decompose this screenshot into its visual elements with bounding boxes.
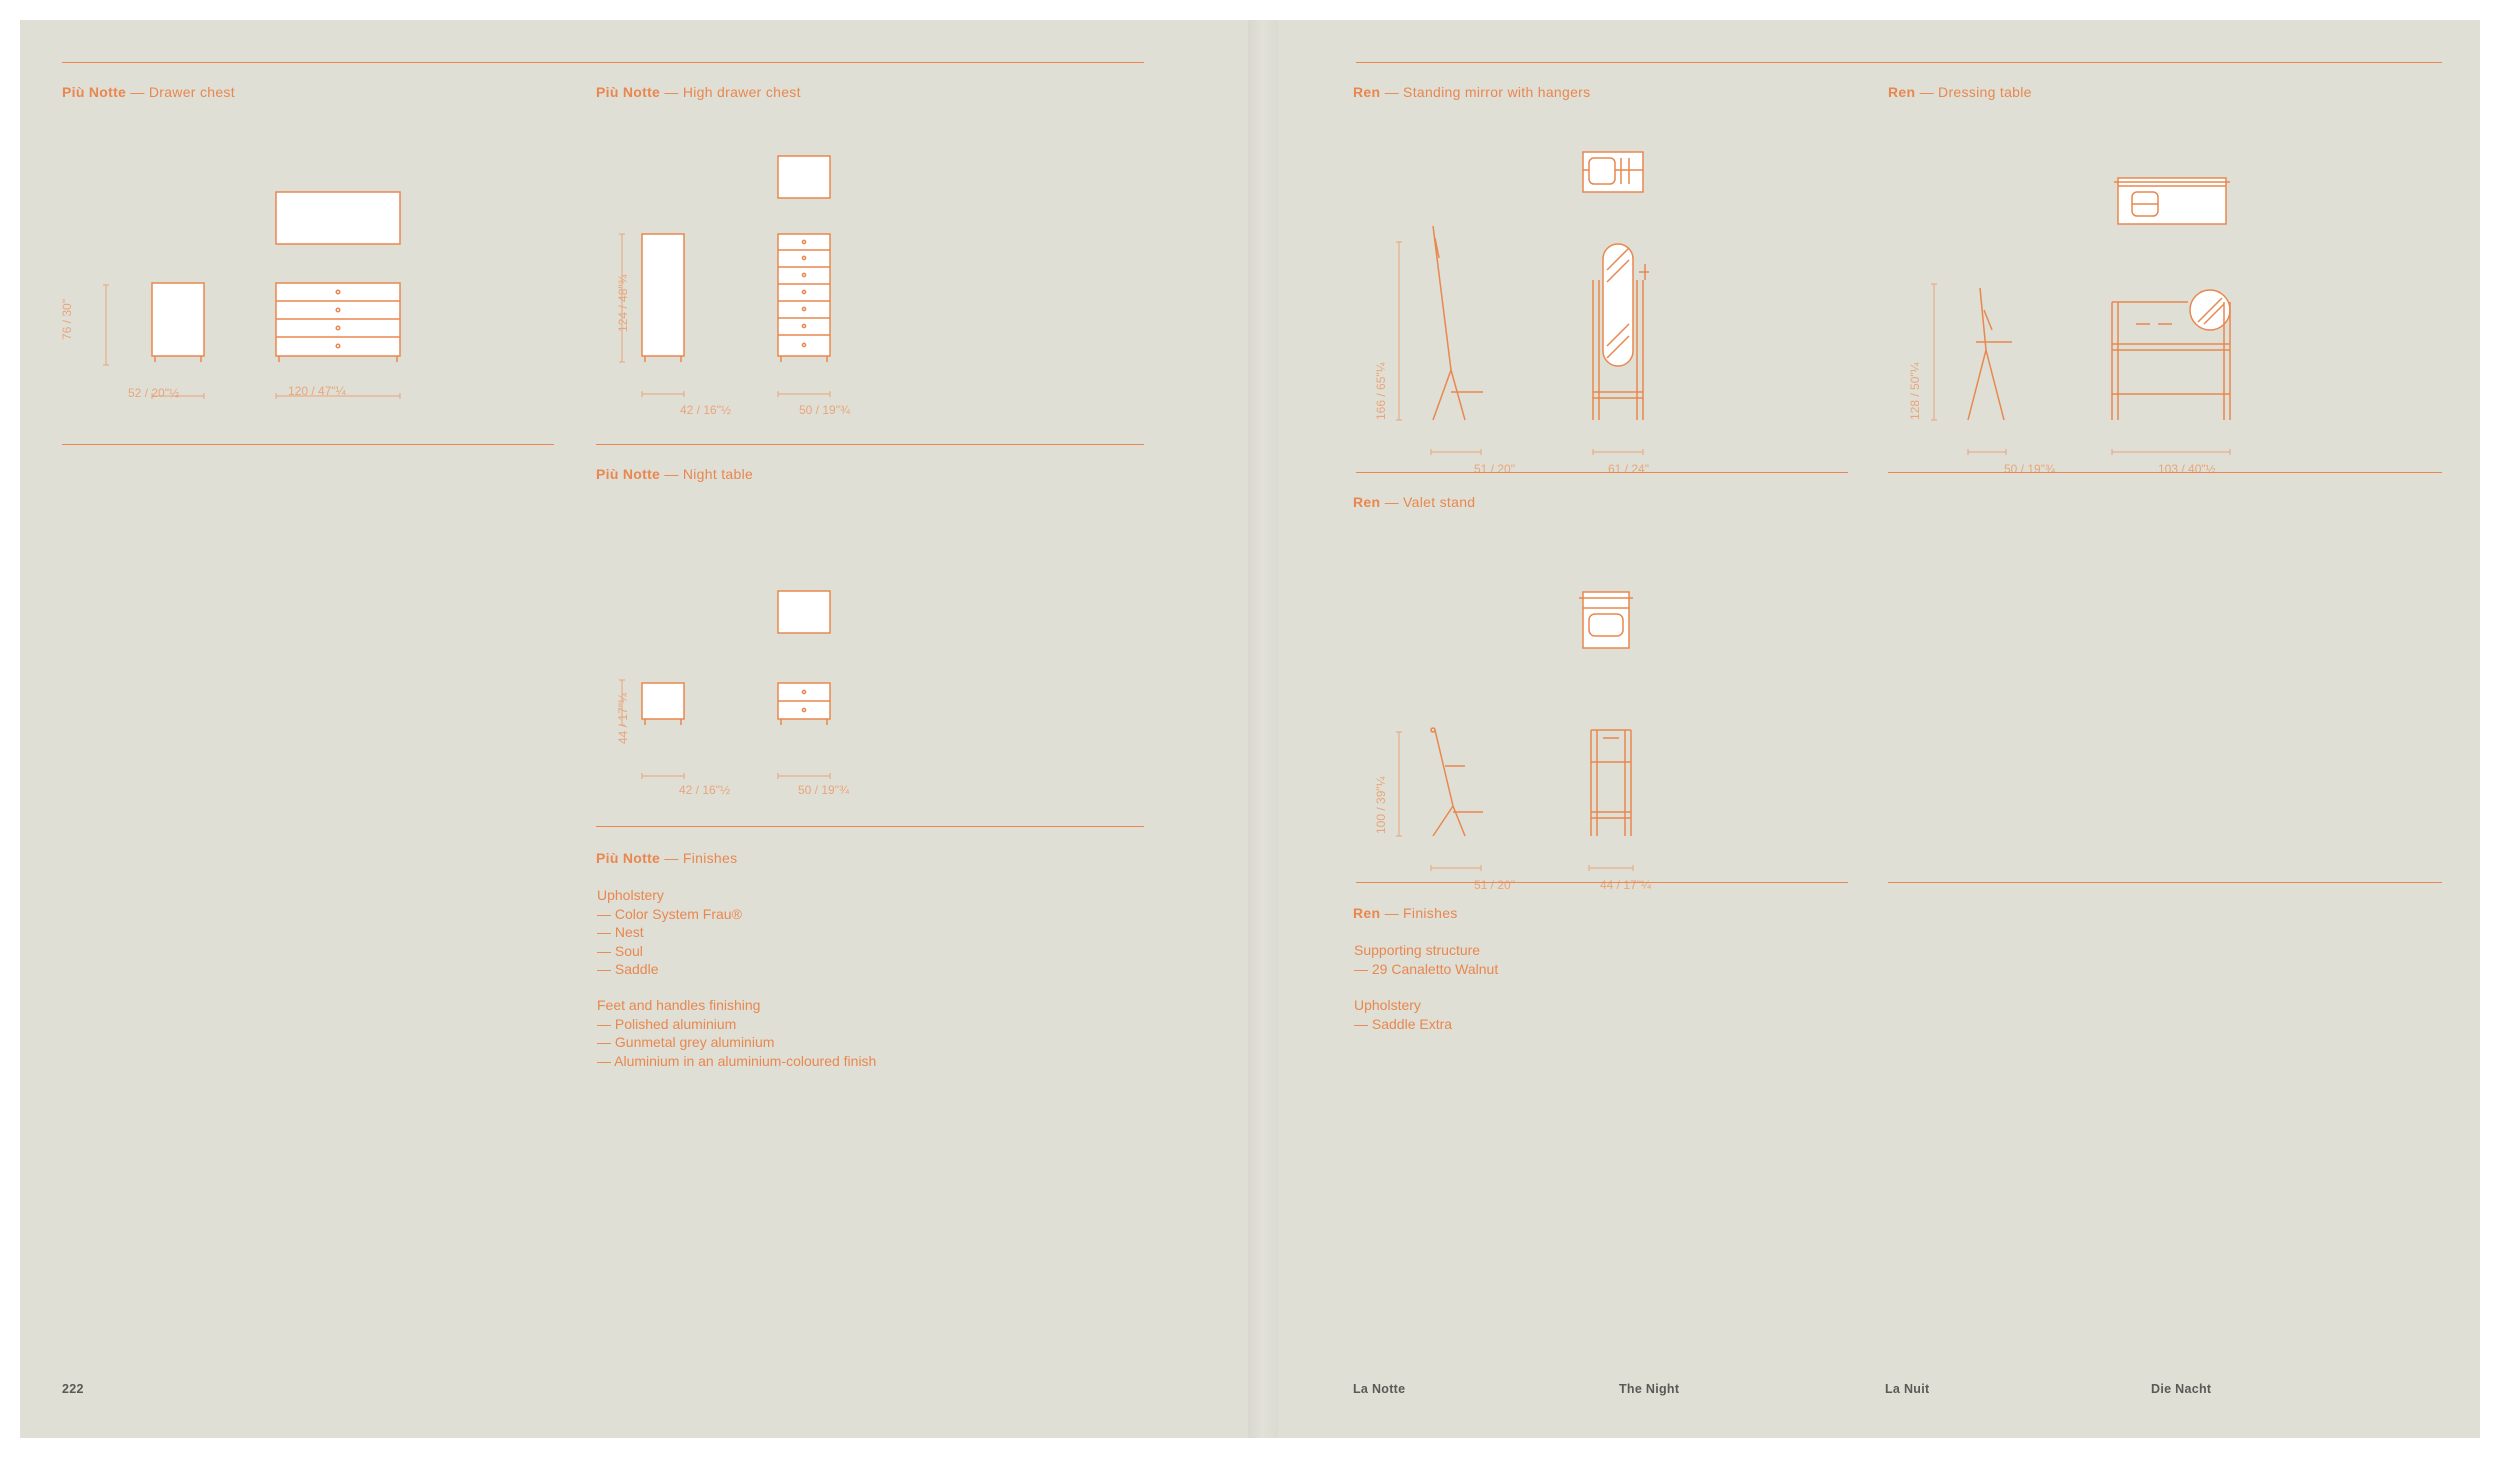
night-table-title bbox=[596, 466, 753, 482]
footer-german: Die Nacht bbox=[2151, 1382, 2212, 1396]
finish-item: — Gunmetal grey aluminium bbox=[597, 1034, 775, 1050]
product-name: — Night table bbox=[664, 466, 754, 482]
width-label: 120 / 47"¼ bbox=[288, 384, 346, 398]
brand-label: Più Notte bbox=[596, 850, 661, 866]
finish-item: — Saddle bbox=[597, 961, 659, 977]
standing-mirror-title bbox=[1353, 84, 1590, 100]
brand-label: Ren bbox=[1888, 84, 1916, 100]
finish-item: — Aluminium in an aluminium-coloured finish bbox=[597, 1052, 877, 1069]
footer-italian: La Notte bbox=[1353, 1382, 1406, 1396]
upholstery-finishes-list bbox=[1354, 996, 1452, 1033]
drawer-chest-title bbox=[62, 84, 235, 100]
finish-item: — Soul bbox=[597, 942, 643, 959]
finish-item: — Color System Frau® bbox=[597, 905, 742, 922]
height-label: 166 / 65"¼ bbox=[1374, 362, 1388, 420]
dressing-table-drawing bbox=[1888, 130, 2228, 470]
brand-label: Più Notte bbox=[62, 84, 127, 100]
night-table-drawing bbox=[596, 580, 896, 780]
height-label: 44 / 17"¼ bbox=[616, 693, 630, 744]
finish-item: — Polished aluminium bbox=[597, 1015, 737, 1032]
section-name: — Finishes bbox=[1384, 905, 1458, 921]
upholstery-finishes-list bbox=[597, 886, 742, 979]
finish-item: — Saddle Extra bbox=[1354, 1015, 1453, 1032]
section-rule bbox=[596, 444, 1144, 445]
structure-heading: Supporting structure bbox=[1354, 942, 1481, 958]
feet-heading: Feet and handles finishing bbox=[597, 997, 761, 1013]
footer-french: La Nuit bbox=[1885, 1382, 1930, 1396]
page-gutter bbox=[1248, 20, 1278, 1438]
finish-item: — Nest bbox=[597, 924, 644, 940]
product-name: — High drawer chest bbox=[664, 84, 801, 100]
depth-label: 51 / 20" bbox=[1474, 878, 1515, 892]
finishes-title bbox=[1353, 905, 1458, 921]
depth-label: 52 / 20"½ bbox=[128, 386, 179, 400]
structure-finishes-list bbox=[1354, 941, 1498, 978]
finishes-title bbox=[596, 850, 737, 866]
brand-label: Più Notte bbox=[596, 466, 661, 482]
width-label: 50 / 19"¾ bbox=[798, 783, 849, 797]
depth-label: 42 / 16"½ bbox=[680, 403, 731, 417]
feet-finishes-list bbox=[597, 996, 876, 1070]
depth-label: 50 / 19"¾ bbox=[2004, 462, 2055, 476]
section-rule bbox=[1356, 472, 1848, 473]
width-label: 50 / 19"¾ bbox=[799, 403, 850, 417]
brand-label: Ren bbox=[1353, 905, 1381, 921]
height-label: 124 / 48"¾ bbox=[616, 274, 630, 332]
finish-item: — 29 Canaletto Walnut bbox=[1354, 960, 1499, 977]
standing-mirror-drawing bbox=[1353, 130, 1673, 470]
product-name: — Standing mirror with hangers bbox=[1384, 84, 1591, 100]
depth-label: 51 / 20" bbox=[1474, 462, 1515, 476]
brand-label: Ren bbox=[1353, 84, 1381, 100]
upholstery-heading: Upholstery bbox=[597, 887, 664, 903]
top-rule-left bbox=[62, 62, 1144, 63]
product-name: — Drawer chest bbox=[130, 84, 235, 100]
page-number: 222 bbox=[62, 1382, 84, 1396]
high-drawer-chest-drawing bbox=[596, 130, 896, 430]
valet-stand-drawing bbox=[1353, 550, 1673, 870]
height-label: 100 / 39"¼ bbox=[1374, 776, 1388, 834]
footer-english: The Night bbox=[1619, 1382, 1680, 1396]
section-name: — Finishes bbox=[664, 850, 738, 866]
dressing-table-title bbox=[1888, 84, 2032, 100]
section-rule bbox=[62, 444, 554, 445]
product-name: — Valet stand bbox=[1384, 494, 1476, 510]
width-label: 44 / 17"¼ bbox=[1600, 878, 1651, 892]
high-drawer-chest-title bbox=[596, 84, 801, 100]
top-rule-right bbox=[1356, 62, 2442, 63]
valet-stand-title bbox=[1353, 494, 1475, 510]
height-label: 128 / 50"¼ bbox=[1908, 362, 1922, 420]
brand-label: Ren bbox=[1353, 494, 1381, 510]
section-rule bbox=[596, 826, 1144, 827]
section-rule bbox=[1888, 472, 2442, 473]
height-label: 76 / 30" bbox=[60, 299, 74, 340]
catalog-spread bbox=[20, 20, 2480, 1438]
drawer-chest-drawing bbox=[60, 160, 460, 360]
section-rule bbox=[1888, 882, 2442, 883]
width-label: 61 / 24" bbox=[1608, 462, 1649, 476]
depth-label: 42 / 16"½ bbox=[679, 783, 730, 797]
brand-label: Più Notte bbox=[596, 84, 661, 100]
product-name: — Dressing table bbox=[1919, 84, 2032, 100]
upholstery-heading: Upholstery bbox=[1354, 997, 1421, 1013]
width-label: 103 / 40"½ bbox=[2158, 462, 2216, 476]
section-rule bbox=[1356, 882, 1848, 883]
